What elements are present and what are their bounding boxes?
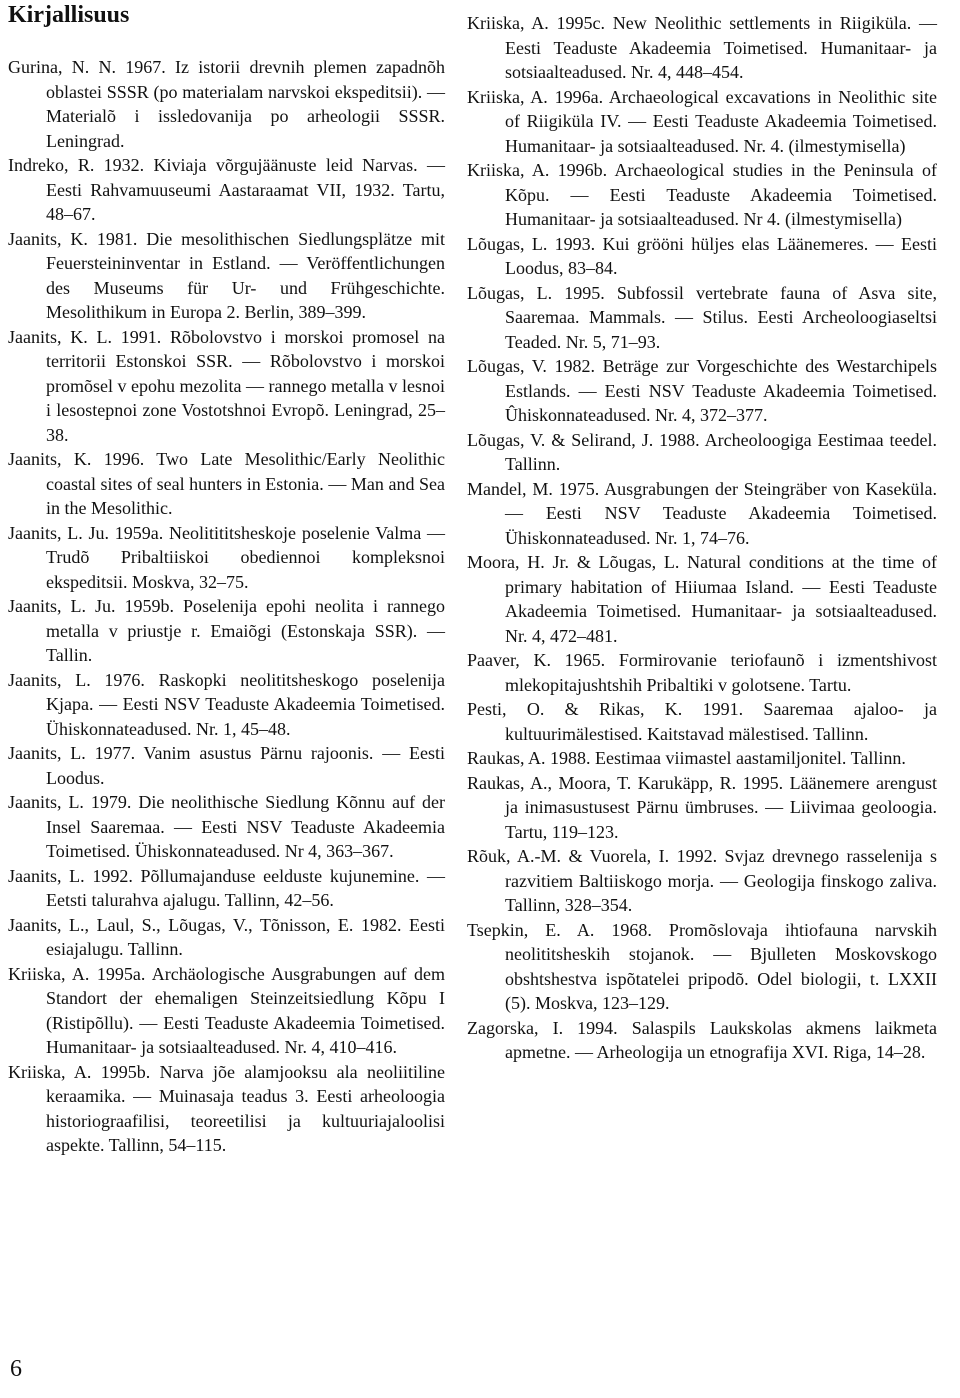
- reference-entry: Tsepkin, E. A. 1968. Promõslovaja ihtiofauna narvskih neolititsheskih stojanok. — Bjulleten Moskovskogo obshtshestva ispõtatelei pripodõ. Odel biologii, t. LXXII (5). Moskva, 123–129.: [467, 919, 937, 1013]
- reference-entry: Lõugas, V. & Selirand, J. 1988. Archeoloogiga Eestimaa teedel. Tallinn.: [467, 429, 937, 474]
- page-heading: Kirjallisuus: [8, 2, 130, 28]
- reference-entry: Kriiska, A. 1996a. Archaeological excavations in Neolithic site of Riigiküla IV. — Eesti Teaduste Akadeemia Toimetised. Humanitaar- ja sotsiaalteadused. Nr. 4. (ilmestymisella): [467, 86, 937, 156]
- reference-entry: Raukas, A., Moora, T. Karukäpp, R. 1995. Läänemere arengust ja inimasustusest Pärnu ümbruses. — Liivimaa geoloogia. Tartu, 119–123.: [467, 772, 937, 842]
- reference-entry: Jaanits, K. L. 1991. Rõbolovstvo i morskoi promosel na territorii Estonskoi SSR. — Rõbolovstvo i morskoi promõsel v epohu mezolita — rannego metalla v lesnoi i lesostepnoi zone Vostotshnoi Evropõ. Leningrad, 25–38.: [8, 326, 445, 445]
- reference-entry: Kriiska, A. 1995c. New Neolithic settlements in Riigiküla. — Eesti Teaduste Akadeemia Toimetised. Humanitaar- ja sotsiaalteadused. Nr. 4, 448–454.: [467, 13, 937, 82]
- reference-entry: Jaanits, K. 1996. Two Late Mesolithic/Early Neolithic coastal sites of seal hunters in Estonia. — Man and Sea in the Mesolithic.: [8, 449, 445, 518]
- reference-entry: Kriiska, A. 1995a. Archäologische Ausgrabungen auf dem Standort der ehemaligen Steinzeitsiedlung Kõpu I (Ristipõllu). — Eesti Teaduste Akadeemia Toimetised. Humanitaar- ja sotsiaalteadused. Nr. 4, 410–416.: [8, 963, 445, 1057]
- reference-entry: Paaver, K. 1965. Formirovanie teriofaunõ i izmentshivost mlekopitajushtshih Pribaltiki v golotsene. Tartu.: [467, 650, 937, 695]
- reference-entry: Gurina, N. N. 1967. Iz istorii drevnih plemen zapadnõh oblastei SSSR (po materialam narvskoi ekspeditsii). — Materialõ i issledovanija po arheologii SSSR. Leningrad.: [8, 57, 445, 151]
- reference-entry: Jaanits, L. 1979. Die neolithische Siedlung Kõnnu auf der Insel Saaremaa. — Eesti NSV Teaduste Akadeemia Toimetised. Ühiskonnateadused. Nr 4, 363–367.: [8, 792, 445, 861]
- reference-entry: Raukas, A. 1988. Eestimaa viimastel aastamiljonitel. Tallinn.: [467, 748, 906, 768]
- right-column: [467, 11, 937, 1065]
- reference-entry: Jaanits, L., Laul, S., Lõugas, V., Tõnisson, E. 1982. Eesti esiajalugu. Tallinn.: [8, 914, 445, 959]
- reference-entry: Jaanits, L. 1992. Põllumajanduse eelduste kujunemine. — Eetsti talurahva ajalugu. Tallinn, 42–56.: [8, 865, 445, 910]
- reference-entry: Zagorska, I. 1994. Salaspils Laukskolas akmens laikmeta apmetne. — Arheologija un etnografija XVI. Riga, 14–28.: [467, 1017, 937, 1062]
- reference-entry: Jaanits, L. Ju. 1959a. Neolitititsheskoje poselenie Valma — Trudõ Pribaltiiskoi obediennoi kompleksnoi ekspeditsii. Moskva, 32–75.: [8, 522, 445, 592]
- reference-entry: Rõuk, A.-M. & Vuorela, I. 1992. Svjaz drevnego rasselenija s razvitiem Baltiiskogo morja. — Geologija finskogo zaliva. Tallinn, 328–354.: [467, 846, 937, 915]
- reference-entry: Lõugas, L. 1993. Kui grööni hüljes elas Läänemeres. — Eesti Loodus, 83–84.: [467, 233, 937, 278]
- page-number: 6: [10, 1356, 22, 1382]
- reference-entry: Moora, H. Jr. & Lõugas, L. Natural conditions at the time of primary habitation of Hiiumaa Island. — Eesti Teaduste Akadeemia Toimetised. Humanitaar- ja sotsiaalteadused. Nr. 4, 472–481.: [467, 552, 937, 646]
- reference-entry: Lõugas, L. 1995. Subfossil vertebrate fauna of Asva site, Saaremaa. Mammals. — Stilus. Eesti Archeoloogiaseltsi Teaded. Nr. 5, 71–93.: [467, 282, 937, 352]
- reference-entry: Pesti, O. & Rikas, K. 1991. Saaremaa ajaloo- ja kultuurimälestised. Kaitstavad mälestised. Tallinn.: [467, 699, 937, 744]
- reference-entry: Kriiska, A. 1995b. Narva jõe alamjooksu ala neoliitiline keraamika. — Muinasaja teadus 3. Eesti arheoloogia historiograafilisi, teoreetilisi ja kultuuriajaloolisi aspekte. Tallinn, 54–115.: [8, 1061, 445, 1155]
- reference-entry: Lõugas, V. 1982. Beträge zur Vorgeschichte des Westarchipels Estlands. — Eesti NSV Teaduste Akadeemia Toimetised. Ûhiskonnateadused. Nr. 4, 372–377.: [467, 356, 937, 425]
- reference-entry: Kriiska, A. 1996b. Archaeological studies in the Peninsula of Kõpu. — Eesti Teaduste Akadeemia Toimetised. Humanitaar- ja sotsiaalteadused. Nr 4. (ilmestymisella): [467, 160, 937, 229]
- reference-entry: Jaanits, L. 1977. Vanim asustus Pärnu rajoonis. — Eesti Loodus.: [8, 743, 445, 788]
- reference-entry: Jaanits, K. 1981. Die mesolithischen Siedlungsplätze mit Feuersteininventar in Estland. — Veröffentlichungen des Museums für Ur- und Frühgeschichte. Mesolithikum in Europa 2. Berlin, 389–399.: [8, 228, 445, 322]
- reference-entry: Jaanits, L. 1976. Raskopki neolititsheskogo poselenija Kjapa. — Eesti NSV Teaduste Akadeemia Toimetised. Ühiskonnateadused. Nr. 1, 45–48.: [8, 669, 445, 739]
- reference-entry: Indreko, R. 1932. Kiviaja võrgujäänuste leid Narvas. — Eesti Rahvamuuseumi Aastaraamat VII, 1932. Tartu, 48–67.: [8, 155, 445, 224]
- reference-entry: Mandel, M. 1975. Ausgrabungen der Steingräber von Kaseküla. — Eesti NSV Teaduste Akadeemia Toimetised. Ühiskonnateadused. Nr. 1, 74–76.: [467, 478, 937, 548]
- reference-entry: Jaanits, L. Ju. 1959b. Poselenija epohi neolita i rannego metalla v priustje r. Emaiõgi (Estonskaja SSR). — Tallin.: [8, 596, 445, 665]
- left-column: [8, 55, 445, 1158]
